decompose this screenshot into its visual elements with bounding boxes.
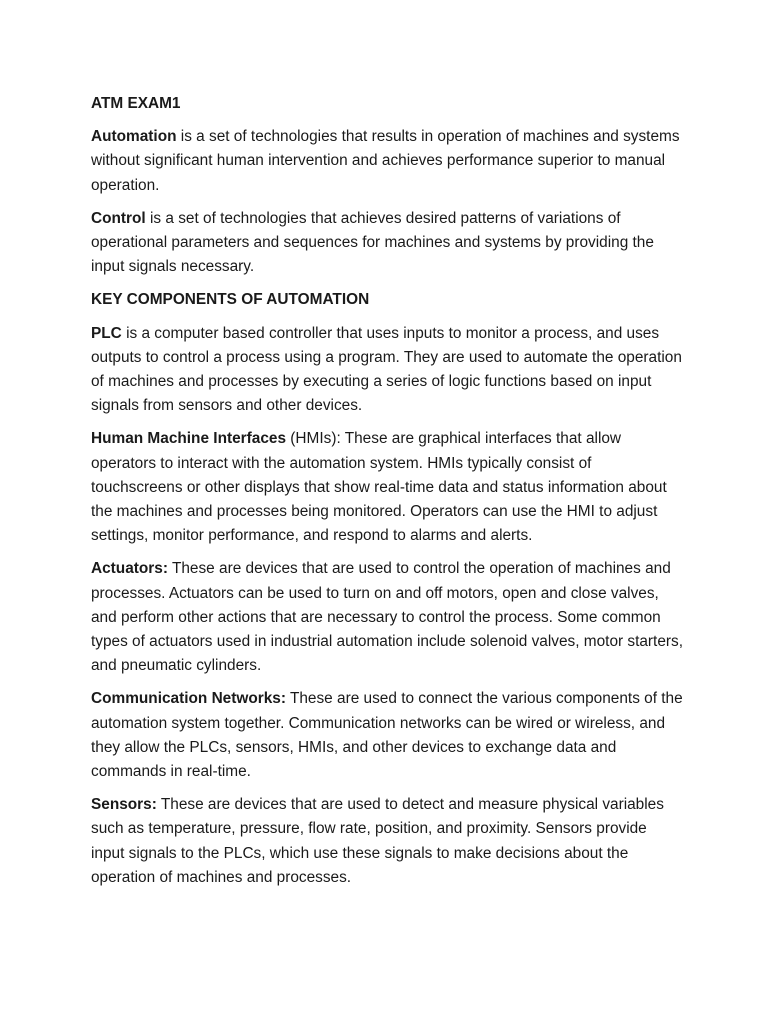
- component-text: These are devices that are used to detect and measure physical variables such as temperature, pressure, flow rate, position, and proximity. Sensors provide input signals to the PLCs, which use these signals to make decisions about the operation of machines and processes.: [91, 796, 664, 886]
- definition-term: Control: [91, 209, 146, 227]
- component-term: PLC: [91, 324, 122, 342]
- component-text: (HMIs): These are graphical interfaces that allow operators to interact with the automation system. HMIs typically consist of touchscreens or other displays that show real-time data and status information about the machines and processes being monitored. Operators can use the HMI to adjust settings, monitor performance, and respond to alarms and alerts.: [91, 430, 667, 545]
- definition-control: [91, 207, 683, 280]
- component-communication-networks: [91, 687, 683, 784]
- component-text: These are used to connect the various components of the automation system together. Communication networks can be wired or wireless, and they allow the PLCs, sensors, HMIs, and other devices to exchange data and commands in real-time.: [91, 690, 683, 781]
- document-page: [91, 92, 683, 899]
- definition-text: is a set of technologies that results in operation of machines and systems without significant human intervention and achieves performance superior to manual operation.: [91, 128, 680, 194]
- document-title: ATM EXAM1: [91, 95, 181, 112]
- component-term: Actuators:: [91, 560, 168, 578]
- definition-automation: [91, 125, 683, 198]
- component-term: Human Machine Interfaces: [91, 430, 287, 448]
- component-text: These are devices that are used to control the operation of machines and processes. Actuators can be used to turn on and off motors, open and close valves, and perform other actions that are necessary to control the process. Some common types of actuators used in industrial automation include solenoid valves, motor starters, and pneumatic cylinders.: [91, 560, 683, 675]
- component-text: is a computer based controller that uses inputs to monitor a process, and uses outputs to control a process using a program. They are used to automate the operation of machines and processes by executing a series of logic functions based on input signals from sensors and other devices.: [91, 324, 682, 415]
- definition-text: is a set of technologies that achieves desired patterns of variations of operational parameters and sequences for machines and systems by providing the input signals necessary.: [91, 209, 654, 276]
- component-term: Sensors:: [91, 796, 157, 814]
- component-term: Communication Networks:: [91, 690, 286, 708]
- component-sensors: [91, 793, 683, 890]
- component-plc: [91, 322, 683, 419]
- component-actuators: [91, 557, 683, 678]
- definition-term: Automation: [91, 128, 177, 146]
- component-hmi: [91, 427, 683, 548]
- section-heading: KEY COMPONENTS OF AUTOMATION: [91, 291, 370, 309]
